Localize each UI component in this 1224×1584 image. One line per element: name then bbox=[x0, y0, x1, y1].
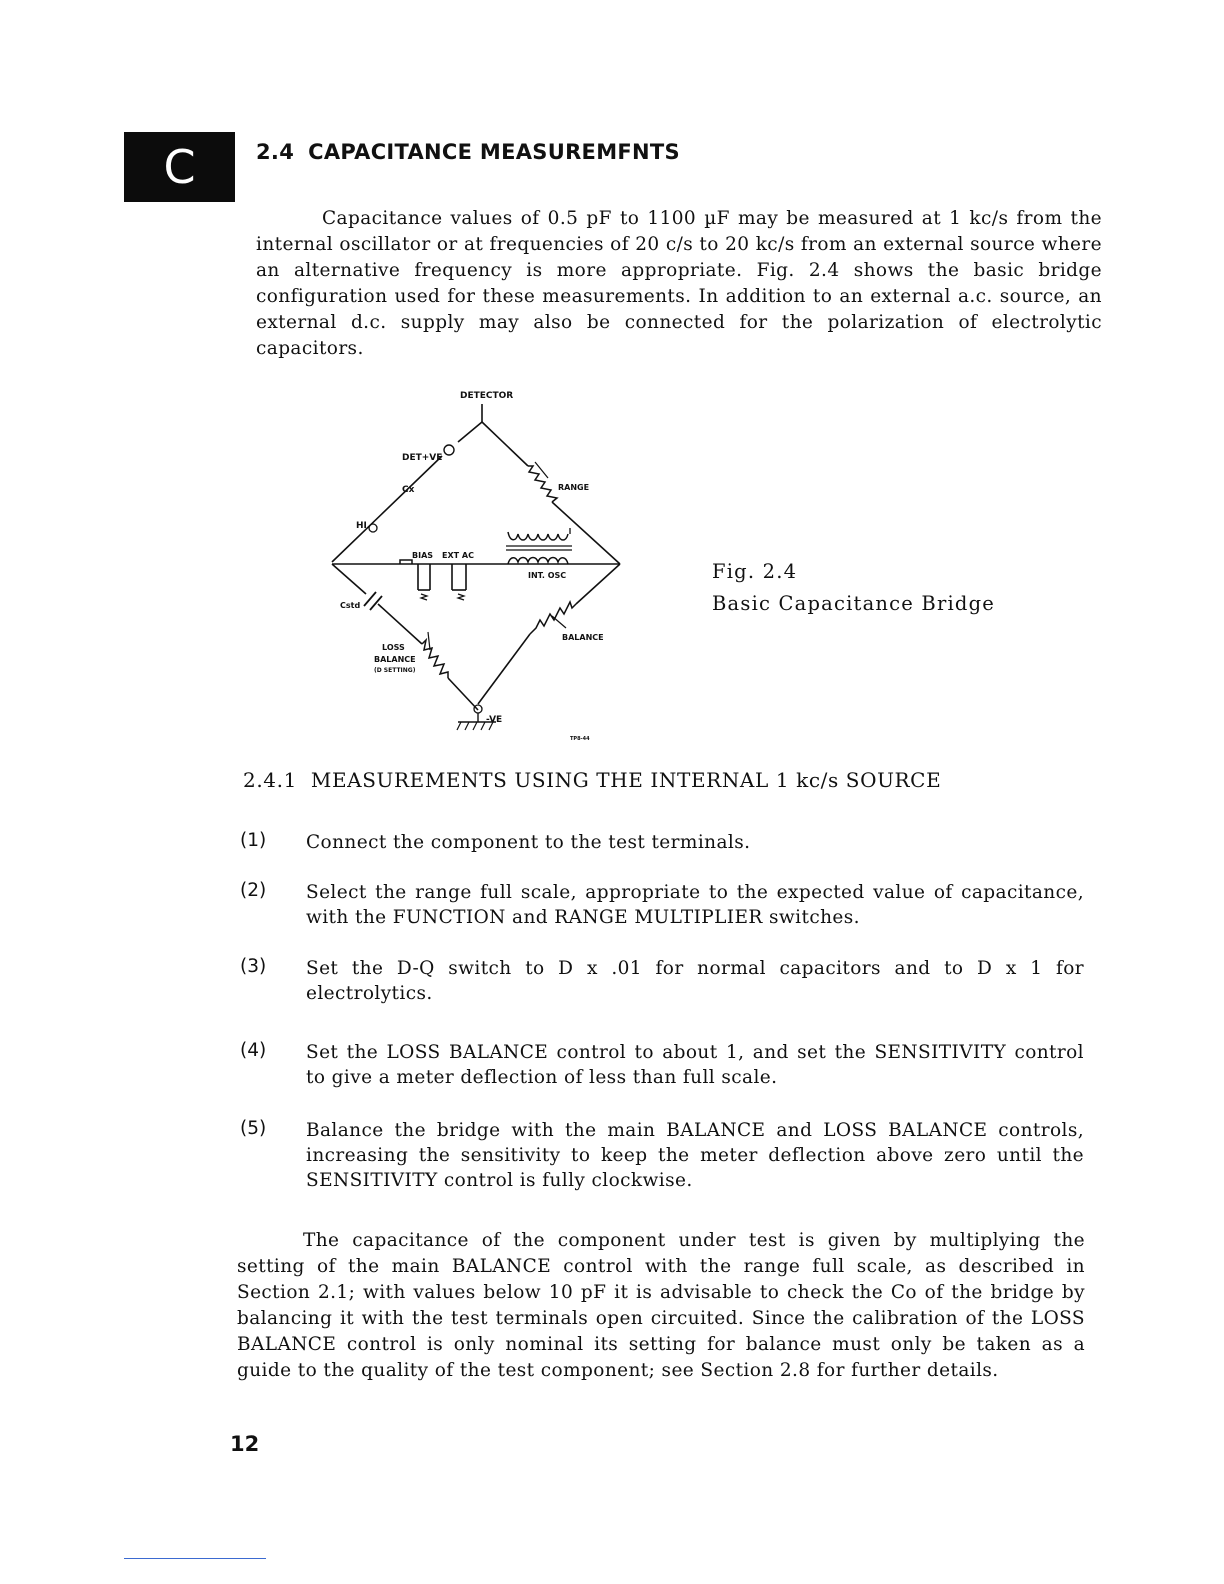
loss-balance-wiper bbox=[428, 632, 430, 650]
label-bias: BIAS bbox=[412, 551, 434, 560]
label-loss: LOSS bbox=[382, 643, 405, 652]
section-title: CAPACITANCE MEASUREMFNTS bbox=[308, 140, 680, 164]
section-heading bbox=[256, 140, 680, 164]
label-det-ve: DET+VE bbox=[402, 453, 443, 463]
step-text: Select the range full scale, appropriate to the expected value of capacitance, with the FUNCTION and RANGE MULTIPLIER switches. bbox=[306, 882, 1084, 928]
closing-paragraph: The capacitance of the component under test is given by multiplying the setting of the main BALANCE control with the range full scale, as described in Section 2.1; with values below 10 pF it is advisable to check the Co of the bridge by balancing it with the test terminals open circuited. Since the calibration of the LOSS BALANCE control is only nominal its setting for balance must only be taken as a guide to the quality of the test component; see Section 2.8 for further details. bbox=[237, 1230, 1085, 1381]
step-text: Balance the bridge with the main BALANCE and LOSS BALANCE controls, increasing the sensitivity to keep the meter deflection above zero until the SENSITIVITY control is fully clockwise. bbox=[306, 1120, 1084, 1191]
det-ve-terminal bbox=[444, 445, 454, 455]
loss-arm-lower bbox=[448, 678, 478, 710]
label-loss-setting: (D SETTING) bbox=[374, 667, 416, 674]
label-hi: HI bbox=[356, 521, 367, 531]
label-fig-code: TP8-44 bbox=[570, 736, 590, 742]
step-text: Set the LOSS BALANCE control to about 1, and set the SENSITIVITY control to give a meter deflection of less than full scale. bbox=[306, 1042, 1084, 1088]
range-arm-lower bbox=[552, 502, 620, 564]
step-text: Connect the component to the test terminals. bbox=[306, 832, 751, 853]
cx-arm-lower bbox=[332, 456, 442, 562]
step-marker: (5) bbox=[240, 1118, 267, 1139]
page-number: 12 bbox=[230, 1432, 260, 1456]
label-balance: BALANCE bbox=[562, 633, 604, 642]
cx-arm-upper bbox=[458, 422, 482, 442]
label-cx: Cx bbox=[402, 485, 415, 495]
label-detector: DETECTOR bbox=[460, 391, 514, 401]
intro-paragraph: Capacitance values of 0.5 pF to 1100 µF may be measured at 1 kc/s from the internal oscillator or at frequencies of 20 c/s to 20 kc/s from an external source where an alternative frequency is more appropriate. Fig. 2.4 shows the basic bridge configuration used for these measurements. In addition to an external a.c. source, an external d.c. supply may also be connected for the polarization of electrolytic capacitors. bbox=[256, 208, 1102, 359]
figure-label: Fig. 2.4 bbox=[712, 560, 798, 583]
label-range: RANGE bbox=[558, 483, 590, 492]
transformer-primary bbox=[508, 532, 568, 540]
step-marker: (1) bbox=[240, 830, 267, 851]
figure-title: Basic Capacitance Bridge bbox=[712, 592, 996, 615]
ground-hatch bbox=[473, 722, 477, 730]
ext-ac-switch bbox=[458, 594, 464, 600]
balance-arm-lower bbox=[478, 634, 530, 704]
bias-switch bbox=[421, 594, 427, 600]
subsection-number: 2.4.1 bbox=[243, 768, 297, 792]
label-minus-ve: -VE bbox=[486, 715, 503, 725]
step-marker: (3) bbox=[240, 956, 267, 977]
footer-rule bbox=[124, 1558, 266, 1559]
balance-arm-upper bbox=[576, 564, 620, 604]
hi-terminal bbox=[369, 524, 377, 532]
loss-balance-resistor bbox=[422, 640, 448, 678]
step-marker: (2) bbox=[240, 880, 267, 901]
range-wiper bbox=[535, 462, 548, 478]
balance-resistor bbox=[530, 602, 576, 634]
label-cstd: Cstd bbox=[340, 601, 361, 610]
label-int-osc: INT. OSC bbox=[528, 571, 567, 580]
ground-hatch bbox=[465, 722, 469, 730]
label-loss-balance: BALANCE bbox=[374, 655, 416, 664]
transformer-secondary bbox=[508, 558, 568, 565]
cstd-arm-lower bbox=[378, 604, 422, 644]
section-number: 2.4 bbox=[256, 140, 295, 164]
range-arm-upper bbox=[482, 422, 528, 466]
capacitance-bridge-diagram bbox=[330, 382, 630, 742]
ground-hatch bbox=[457, 722, 461, 730]
label-ext-ac: EXT AC bbox=[442, 551, 474, 560]
subsection-title: MEASUREMENTS USING THE INTERNAL 1 kc/s SOURCE bbox=[310, 768, 942, 792]
ground-hatch bbox=[481, 722, 485, 730]
balance-wiper bbox=[552, 616, 566, 628]
step-text: Set the D-Q switch to D x .01 for normal capacitors and to D x 1 for electrolytics. bbox=[306, 958, 1084, 1004]
section-tab: C bbox=[124, 132, 235, 202]
cstd-arm-upper bbox=[332, 564, 366, 594]
subsection-heading bbox=[243, 768, 941, 792]
step-marker: (4) bbox=[240, 1040, 267, 1061]
